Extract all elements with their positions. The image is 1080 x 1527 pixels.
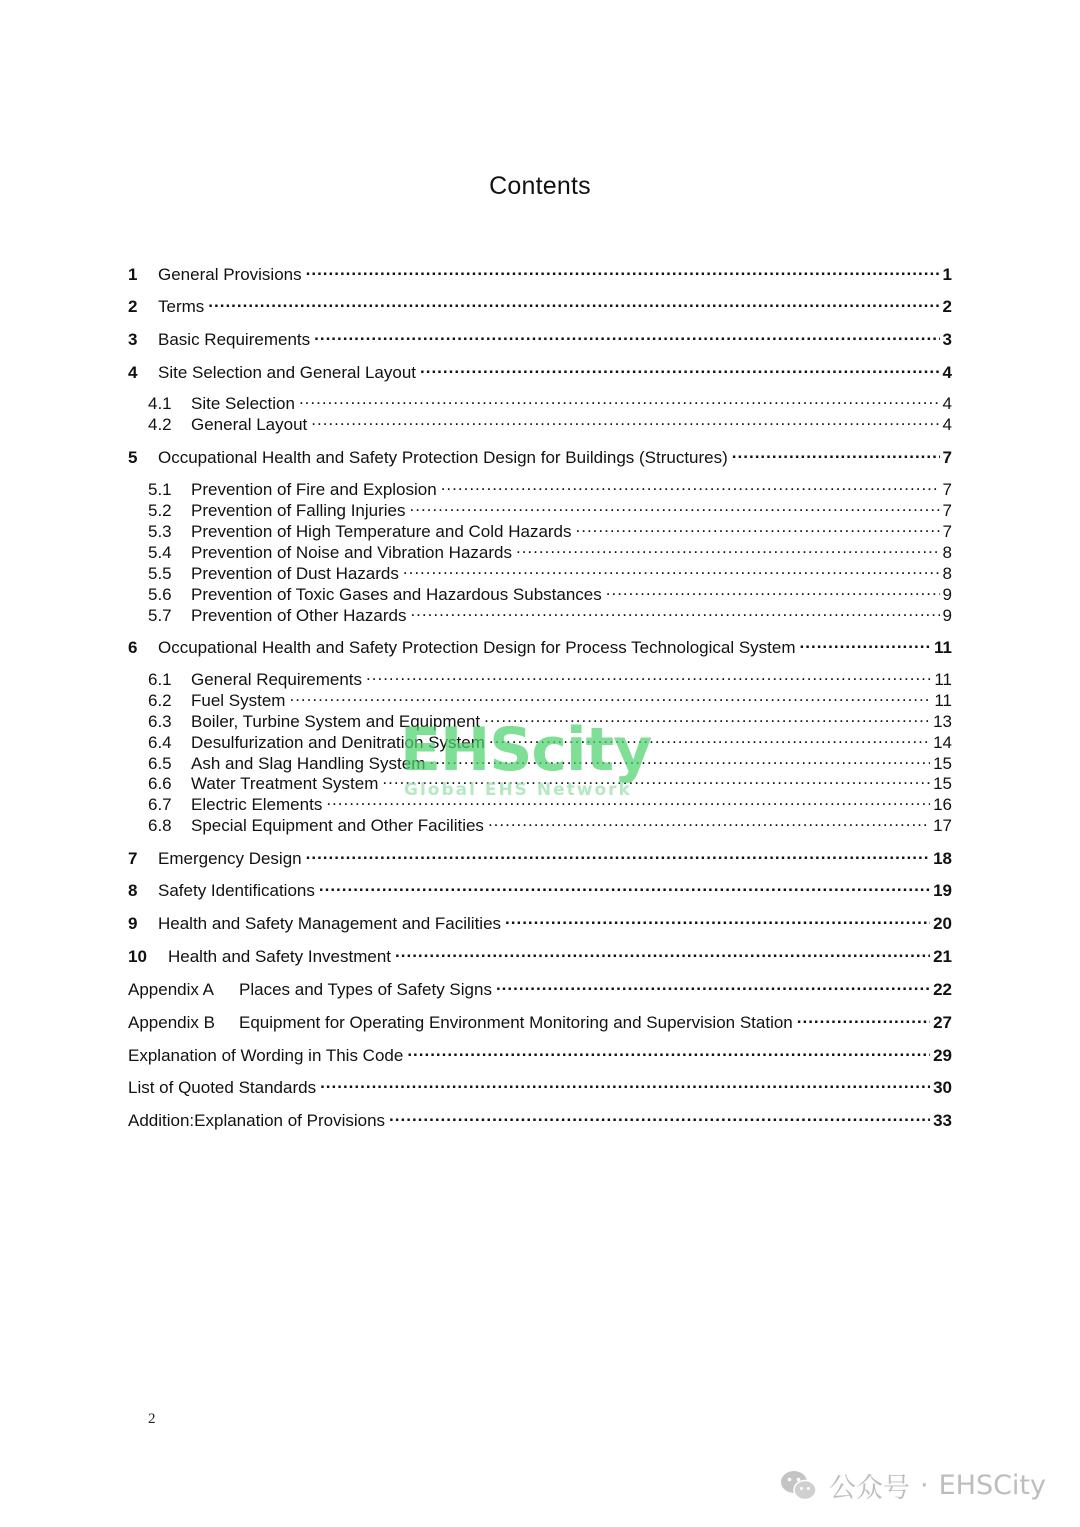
toc-entry-number: 6.3 xyxy=(148,712,172,731)
toc-entry-number: 5.6 xyxy=(148,585,172,604)
toc-entry-label: General Layout xyxy=(191,415,308,434)
toc-entry-label: Special Equipment and Other Facilities xyxy=(191,816,484,835)
toc-entry-page: 9 xyxy=(942,606,952,625)
toc-entry-page: 7 xyxy=(942,448,952,467)
toc-entry-number: 6.5 xyxy=(148,754,172,773)
toc-entry-label: Places and Types of Safety Signs xyxy=(239,980,492,999)
toc-entry-6-8[interactable] xyxy=(148,809,952,835)
toc-entry-number: 5.7 xyxy=(148,606,172,625)
toc-entry-label: Boiler, Turbine System and Equipment xyxy=(191,712,481,731)
toc-entry-6-3[interactable] xyxy=(148,705,952,731)
toc-entry-page: 7 xyxy=(942,522,952,541)
toc-entry-number: 1 xyxy=(128,265,138,284)
toc-entry-6-5[interactable] xyxy=(148,747,952,773)
toc-entry-page: 4 xyxy=(942,415,952,434)
dot-leader xyxy=(319,874,930,896)
toc-entry-number: 3 xyxy=(128,330,138,349)
toc-entry-label: Site Selection and General Layout xyxy=(158,363,417,382)
dot-leader xyxy=(389,1104,930,1126)
toc-entry-page: 8 xyxy=(942,564,952,583)
toc-entry-number: 4.2 xyxy=(148,415,172,434)
footer-account-type: 公众号 xyxy=(828,1473,910,1504)
toc-entry-1[interactable] xyxy=(128,258,952,284)
dot-leader xyxy=(732,441,940,463)
toc-entry-label: General Provisions xyxy=(158,265,302,284)
dot-leader xyxy=(606,578,940,600)
dot-leader xyxy=(489,726,930,748)
toc-entry-label: Desulfurization and Denitration System xyxy=(191,733,485,752)
dot-leader xyxy=(208,290,939,312)
toc-entry-number: 5.5 xyxy=(148,564,172,583)
dot-leader xyxy=(311,408,939,430)
toc-entry-label: Basic Requirements xyxy=(158,330,311,349)
toc-entry-number: Appendix B xyxy=(128,1013,215,1032)
toc-entry-5[interactable] xyxy=(128,441,952,467)
toc-entry-page: 4 xyxy=(942,394,952,413)
toc-entry-label: Ash and Slag Handling System xyxy=(191,754,426,773)
toc-entry-label: Fuel System xyxy=(191,691,286,710)
toc-entry-page: 18 xyxy=(933,849,952,868)
toc-entry-5-4[interactable] xyxy=(148,536,952,562)
dot-leader xyxy=(382,767,930,789)
footer-separator: · xyxy=(919,1470,929,1501)
toc-entry-label: Prevention of Noise and Vibration Hazards xyxy=(191,543,512,562)
dot-leader xyxy=(320,1071,930,1093)
dot-leader xyxy=(410,599,939,621)
toc-entry-page: 8 xyxy=(942,543,952,562)
toc-entry-page: 30 xyxy=(933,1078,952,1097)
toc-entry-label: Prevention of Falling Injuries xyxy=(191,501,406,520)
toc-entry-label: Equipment for Operating Environment Monitoring and Supervision Station xyxy=(239,1013,793,1032)
toc-entry-label: Prevention of Other Hazards xyxy=(191,606,407,625)
dot-leader xyxy=(306,842,930,864)
toc-entry-page: 29 xyxy=(933,1046,952,1065)
toc-entry-2[interactable] xyxy=(128,290,952,316)
dot-leader xyxy=(299,387,940,409)
dot-leader xyxy=(484,705,930,727)
watermark-brand: EHScity xyxy=(400,715,652,785)
toc-entry-9[interactable] xyxy=(128,907,952,933)
dot-leader xyxy=(420,356,940,378)
toc-entry-quoted-standards[interactable] xyxy=(128,1071,952,1097)
page-number: 2 xyxy=(148,1411,156,1427)
toc-entry-page: 11 xyxy=(934,691,952,710)
toc-entry-number: 5.4 xyxy=(148,543,172,562)
toc-entry-number: 5.1 xyxy=(148,480,172,499)
toc-entry-number: 5.3 xyxy=(148,522,172,541)
toc-entry-5-2[interactable] xyxy=(148,494,952,520)
dot-leader xyxy=(516,536,940,558)
toc-entry-6[interactable] xyxy=(128,631,952,657)
toc-entry-4-1[interactable] xyxy=(148,387,952,413)
toc-entry-number: 2 xyxy=(128,297,138,316)
toc-entry-number: 5.2 xyxy=(148,501,172,520)
toc-entry-5-5[interactable] xyxy=(148,557,952,583)
dot-leader xyxy=(395,940,930,962)
toc-entry-label: Health and Safety Investment xyxy=(168,947,392,966)
toc-entry-page: 33 xyxy=(933,1111,952,1130)
toc-entry-number: 5 xyxy=(128,448,138,467)
toc-entry-number: 10 xyxy=(128,947,147,966)
toc-entry-number: 4 xyxy=(128,363,138,382)
toc-entry-7[interactable] xyxy=(128,842,952,868)
toc-entry-5-1[interactable] xyxy=(148,473,952,499)
toc-entry-page: 1 xyxy=(942,265,952,284)
toc-entry-number: 6.4 xyxy=(148,733,172,752)
toc-entry-page: 13 xyxy=(933,712,952,731)
toc-entry-explanation-of-provisions[interactable] xyxy=(128,1104,952,1130)
dot-leader xyxy=(441,473,940,495)
dot-leader xyxy=(366,663,931,685)
dot-leader xyxy=(410,494,940,516)
toc-entry-label: Prevention of Fire and Explosion xyxy=(191,480,437,499)
toc-entry-number: 6.7 xyxy=(148,795,172,814)
toc-entry-label: Prevention of High Temperature and Cold Hazards xyxy=(191,522,572,541)
toc-entry-page: 21 xyxy=(933,947,952,966)
toc-entry-label: Addition:Explanation of Provisions xyxy=(128,1111,386,1130)
dot-leader xyxy=(306,258,940,280)
toc-entry-page: 2 xyxy=(942,297,952,316)
toc-entry-page: 27 xyxy=(933,1013,952,1032)
toc-entry-page: 9 xyxy=(942,585,952,604)
toc-entry-label: General Requirements xyxy=(191,670,363,689)
toc-entry-label: Terms xyxy=(158,297,205,316)
dot-leader xyxy=(797,1006,930,1028)
dot-leader xyxy=(496,973,930,995)
toc-entry-6-7[interactable] xyxy=(148,788,952,814)
toc-entry-page: 14 xyxy=(933,733,952,752)
toc-entry-label: Safety Identifications xyxy=(158,881,315,900)
toc-entry-label: List of Quoted Standards xyxy=(128,1078,317,1097)
toc-entry-page: 15 xyxy=(933,754,952,773)
toc-entry-number: 7 xyxy=(128,849,138,868)
toc-entry-page: 4 xyxy=(942,363,952,382)
toc-entry-label: Prevention of Toxic Gases and Hazardous Substances xyxy=(191,585,602,604)
toc-entry-number: 6.8 xyxy=(148,816,172,835)
dot-leader xyxy=(800,631,931,653)
toc-entry-page: 22 xyxy=(933,980,952,999)
dot-leader xyxy=(429,747,930,769)
dot-leader xyxy=(576,515,940,537)
toc-entry-5-6[interactable] xyxy=(148,578,952,604)
toc-entry-page: 16 xyxy=(933,795,952,814)
toc-entry-page: 17 xyxy=(933,816,952,835)
toc-entry-3[interactable] xyxy=(128,323,952,349)
toc-entry-6-2[interactable] xyxy=(148,684,952,710)
toc-entry-page: 20 xyxy=(933,914,952,933)
toc-entry-label: Water Treatment System xyxy=(191,774,379,793)
toc-entry-appendix-b[interactable] xyxy=(128,1006,952,1032)
footer-account-name: EHSCity xyxy=(938,1470,1046,1501)
toc-entry-5-3[interactable] xyxy=(148,515,952,541)
toc-entry-page: 11 xyxy=(934,670,952,689)
toc-entry-page: 11 xyxy=(934,638,952,657)
toc-entry-page: 3 xyxy=(942,330,952,349)
dot-leader xyxy=(505,907,930,929)
toc-entry-label: Emergency Design xyxy=(158,849,302,868)
footer-brand xyxy=(779,1466,1046,1505)
toc-entry-number: 8 xyxy=(128,881,138,900)
toc-entry-number: 4.1 xyxy=(148,394,172,413)
toc-entry-label: Occupational Health and Safety Protection Design for Buildings (Structures) xyxy=(158,448,728,467)
dot-leader xyxy=(488,809,930,831)
toc-entry-label: Site Selection xyxy=(191,394,295,413)
toc-entry-8[interactable] xyxy=(128,874,952,900)
toc-entry-4[interactable] xyxy=(128,356,952,382)
toc-entry-label: Electric Elements xyxy=(191,795,323,814)
dot-leader xyxy=(407,1039,930,1061)
toc-entry-page: 15 xyxy=(933,774,952,793)
toc-entry-page: 7 xyxy=(942,480,952,499)
page-title: Contents xyxy=(489,172,591,200)
dot-leader xyxy=(314,323,939,345)
toc-entry-number: 6.2 xyxy=(148,691,172,710)
toc-entry-label: Prevention of Dust Hazards xyxy=(191,564,399,583)
toc-entry-5-7[interactable] xyxy=(148,599,952,625)
toc-entry-number: 6.6 xyxy=(148,774,172,793)
toc-entry-number: 9 xyxy=(128,914,138,933)
dot-leader xyxy=(403,557,940,579)
wechat-icon xyxy=(779,1468,819,1504)
toc-entry-page: 7 xyxy=(942,501,952,520)
toc-entry-label: Health and Safety Management and Facilities xyxy=(158,914,502,933)
toc-entry-explanation-of-wording[interactable] xyxy=(128,1039,952,1065)
toc-entry-10[interactable] xyxy=(128,940,952,966)
dot-leader xyxy=(289,684,931,706)
toc-entry-number: 6.1 xyxy=(148,670,172,689)
toc-entry-6-4[interactable] xyxy=(148,726,952,752)
toc-entry-number: 6 xyxy=(128,638,138,657)
toc-entry-page: 19 xyxy=(933,881,952,900)
toc-entry-4-2[interactable] xyxy=(148,408,952,434)
toc-entry-number: Appendix A xyxy=(128,980,215,999)
toc-entry-label: Occupational Health and Safety Protection Design for Process Technological System xyxy=(158,638,796,657)
dot-leader xyxy=(326,788,930,810)
toc-entry-6-1[interactable] xyxy=(148,663,952,689)
watermark-tagline: Global EHS Network xyxy=(404,780,632,800)
toc-entry-appendix-a[interactable] xyxy=(128,973,952,999)
toc-entry-label: Explanation of Wording in This Code xyxy=(128,1046,404,1065)
